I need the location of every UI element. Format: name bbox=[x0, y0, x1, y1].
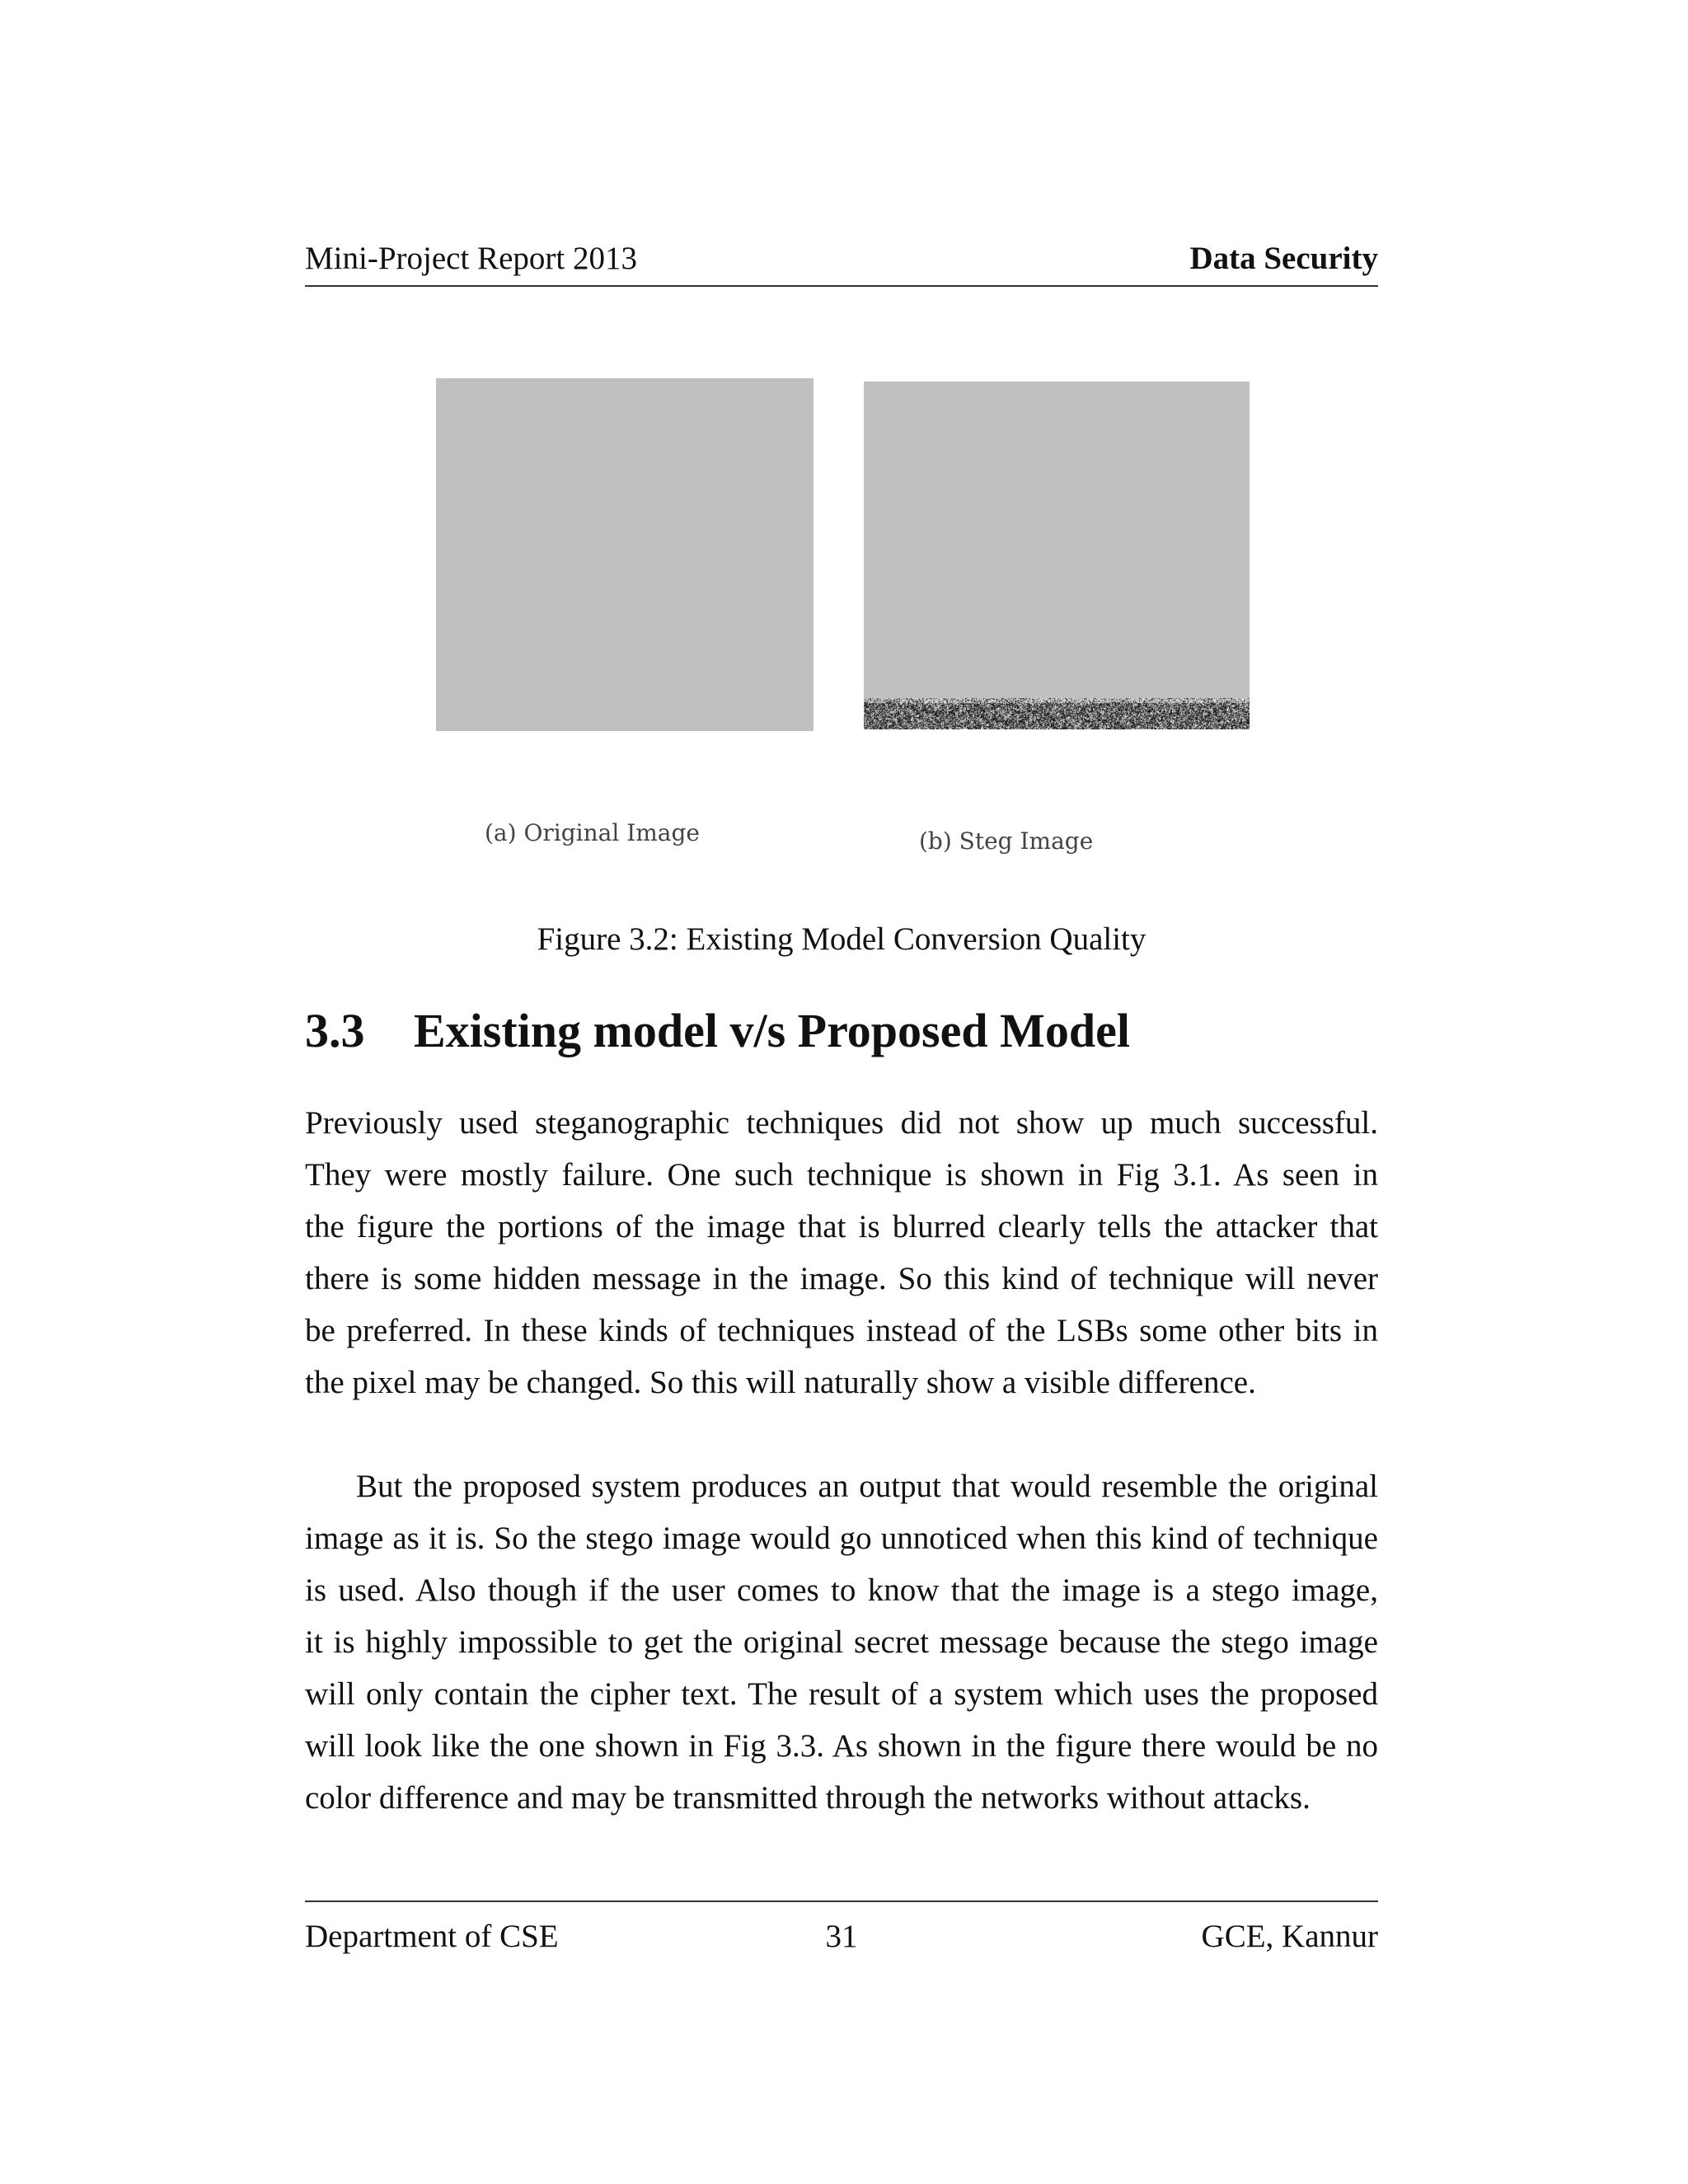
paragraph-1 bbox=[305, 1097, 1378, 1408]
paragraph-line: is used. Also though if the user comes to know that the image is a stego image, bbox=[305, 1572, 1378, 1608]
header-project-title: Data Security bbox=[1189, 241, 1378, 276]
footer-page-number: 31 bbox=[825, 1919, 858, 1954]
paragraph-line: They were mostly failure. One such technique is shown in Fig 3.1. As seen in bbox=[305, 1157, 1378, 1193]
paragraph-line: it is highly impossible to get the original secret message because the stego image bbox=[305, 1624, 1378, 1660]
subcaption-steg-image: (b) Steg Image bbox=[919, 827, 1094, 855]
footer-college: GCE, Kannur bbox=[1201, 1919, 1378, 1954]
figure-caption: Figure 3.2: Existing Model Conversion Quality bbox=[537, 921, 1146, 957]
section-heading bbox=[305, 1004, 1130, 1058]
steg-noise-strip bbox=[864, 698, 1250, 729]
paragraph-line: be preferred. In these kinds of techniques instead of the LSBs some other bits in bbox=[305, 1313, 1378, 1348]
paragraph-line: Previously used steganographic techniques did not show up much successful. bbox=[305, 1105, 1378, 1141]
paragraph-line: the pixel may be changed. So this will naturally show a visible difference. bbox=[305, 1365, 1256, 1400]
paragraph-2 bbox=[305, 1460, 1378, 1824]
paragraph-line: But the proposed system produces an output that would resemble the original bbox=[356, 1469, 1378, 1504]
header-report-title: Mini-Project Report 2013 bbox=[305, 241, 637, 276]
original-image-panel bbox=[436, 378, 814, 731]
section-number: 3.3 bbox=[305, 1004, 365, 1057]
paragraph-line: there is some hidden message in the image. So this kind of technique will never bbox=[305, 1261, 1378, 1296]
paragraph-line: the figure the portions of the image that is blurred clearly tells the attacker that bbox=[305, 1209, 1378, 1244]
steg-image-panel bbox=[864, 382, 1250, 729]
paragraph-line: will only contain the cipher text. The result of a system which uses the proposed bbox=[305, 1676, 1378, 1712]
section-title: Existing model v/s Proposed Model bbox=[414, 1004, 1130, 1057]
paragraph-line: color difference and may be transmitted through the networks without attacks. bbox=[305, 1780, 1311, 1816]
paragraph-line: will look like the one shown in Fig 3.3. As shown in the figure there would be no bbox=[305, 1728, 1378, 1764]
page-header bbox=[305, 237, 1378, 287]
page-footer bbox=[305, 1900, 1378, 1960]
paragraph-line: image as it is. So the stego image would go unnoticed when this kind of technique bbox=[305, 1521, 1378, 1556]
subcaption-original-image: (a) Original Image bbox=[485, 819, 700, 846]
footer-department: Department of CSE bbox=[305, 1919, 559, 1954]
